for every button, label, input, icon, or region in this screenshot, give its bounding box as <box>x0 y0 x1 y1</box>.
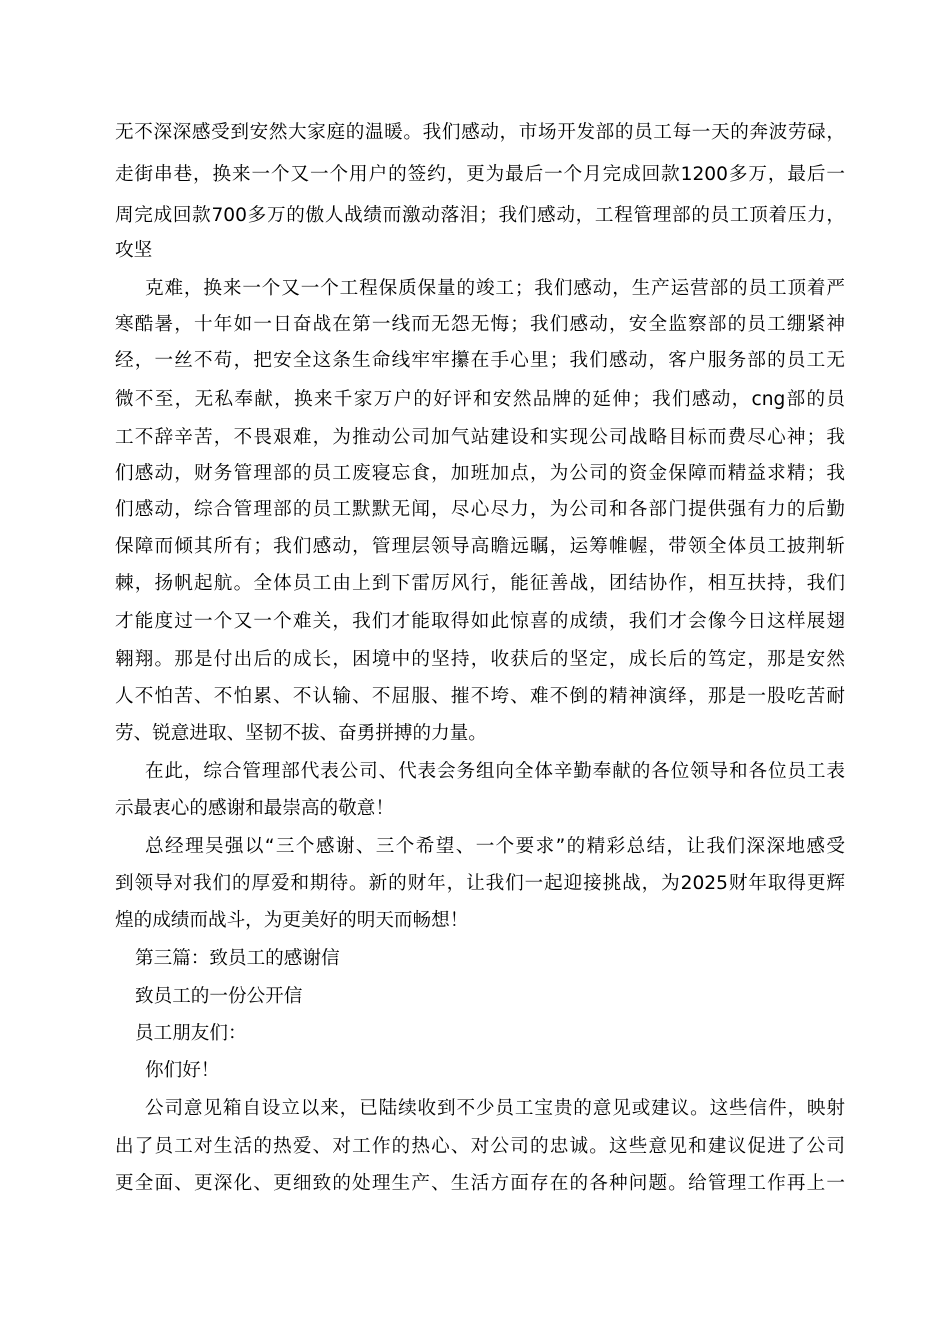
paragraph-line: 保障而倾其所有；我们感动，管理层领导高瞻远瞩，运筹帷幄，带领全体员工披荆斩 <box>115 536 845 557</box>
paragraph-line: 经，一丝不苟，把安全这条生命线牢牢攥在手心里；我们感动，客户服务部的员工无 <box>115 350 845 371</box>
paragraph-line: 走街串巷，换来一个又一个用户的签约，更为最后一个月完成回款1200多万，最后一 <box>115 164 845 185</box>
letter-title: 致员工的一份公开信 <box>135 986 303 1007</box>
paragraph-line: 才能度过一个又一个难关，我们才能取得如此惊喜的成绩，我们才会像今日这样展翅 <box>115 611 845 632</box>
paragraph-line: 劳、锐意进取、坚韧不拔、奋勇拼搏的力量。 <box>115 723 487 744</box>
paragraph-line: 公司意见箱自设立以来，已陆续收到不少员工宝贵的意见或建议。这些信件，映射 <box>145 1098 845 1119</box>
paragraph-line: 们感动，综合管理部的员工默默无闻，尽心尽力，为公司和各部门提供强有力的后勤 <box>115 499 845 520</box>
paragraph-line: 总经理吴强以“三个感谢、三个希望、一个要求”的精彩总结，让我们深深地感受 <box>145 836 845 857</box>
paragraph-line: 出了员工对生活的热爱、对工作的热心、对公司的忠诚。这些意见和建议促进了公司 <box>115 1136 845 1157</box>
section-heading: 第三篇：致员工的感谢信 <box>135 948 340 969</box>
paragraph-line: 工不辞辛苦，不畏艰难，为推动公司加气站建设和实现公司战略目标而费尽心神；我 <box>115 427 845 448</box>
paragraph-line: 周完成回款700多万的傲人战绩而激动落泪；我们感动，工程管理部的员工顶着压力， <box>115 205 845 226</box>
paragraph-line: 们感动，财务管理部的员工废寝忘食，加班加点，为公司的资金保障而精益求精；我 <box>115 463 845 484</box>
paragraph-line: 更全面、更深化、更细致的处理生产、生活方面存在的各种问题。给管理工作再上一 <box>115 1173 845 1194</box>
letter-greeting: 你们好！ <box>145 1060 220 1081</box>
paragraph-line: 棘，扬帆起航。全体员工由上到下雷厉风行，能征善战，团结协作，相互扶持，我们 <box>115 573 845 594</box>
letter-salutation: 员工朋友们： <box>135 1023 247 1044</box>
paragraph-line: 无不深深感受到安然大家庭的温暖。我们感动，市场开发部的员工每一天的奔波劳碌， <box>115 122 845 143</box>
paragraph-line: 煌的成绩而战斗，为更美好的明天而畅想！ <box>115 910 469 931</box>
paragraph-line: 示最衷心的感谢和最崇高的敬意！ <box>115 798 394 819</box>
paragraph-line: 克难，换来一个又一个工程保质保量的竣工；我们感动，生产运营部的员工顶着严 <box>145 278 845 299</box>
paragraph-line: 在此，综合管理部代表公司、代表会务组向全体辛勤奉献的各位领导和各位员工表 <box>145 761 845 782</box>
paragraph-line: 到领导对我们的厚爱和期待。新的财年，让我们一起迎接挑战，为2025财年取得更辉 <box>115 873 845 894</box>
paragraph-line: 翱翔。那是付出后的成长，困境中的坚持，收获后的坚定，成长后的笃定，那是安然 <box>115 649 845 670</box>
paragraph-line: 寒酷暑，十年如一日奋战在第一线而无怨无悔；我们感动，安全监察部的员工绷紧神 <box>115 314 845 335</box>
paragraph-line: 攻坚 <box>115 240 153 261</box>
paragraph-line: 人不怕苦、不怕累、不认输、不屈服、摧不垮、难不倒的精神演绎，那是一股吃苦耐 <box>115 686 845 707</box>
paragraph-line: 微不至，无私奉献，换来千家万户的好评和安然品牌的延伸；我们感动，cng部的员 <box>115 389 845 410</box>
